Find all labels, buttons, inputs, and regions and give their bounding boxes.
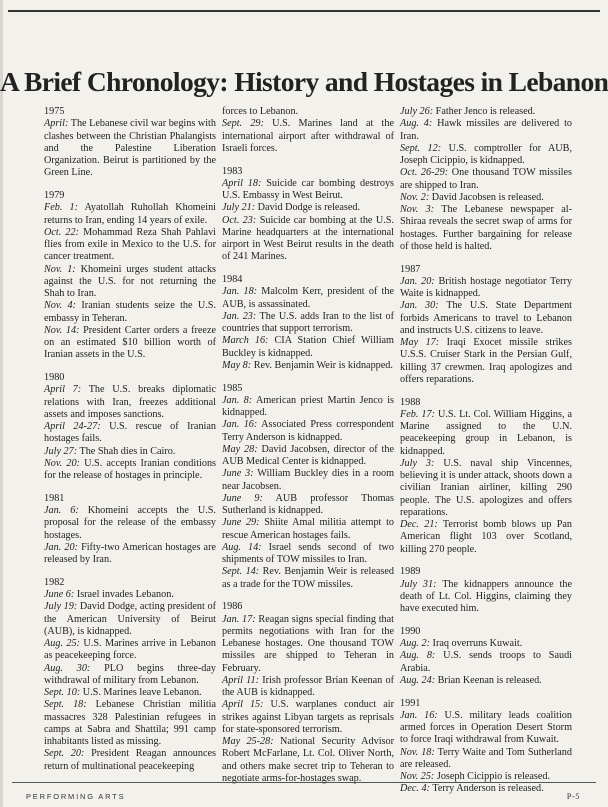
- entry-date: April 18:: [222, 177, 262, 189]
- chronology-entry: [44, 699, 216, 748]
- chronology-entry: [222, 517, 394, 542]
- entry-date: May 28:: [222, 443, 258, 455]
- chronology-entry: [400, 167, 572, 192]
- year-heading: 1983: [222, 165, 243, 177]
- chronology-entry: [44, 687, 216, 699]
- chronology-entry: [44, 748, 216, 773]
- entry-text: U.S. sends troops to Saudi Arabia.: [400, 650, 572, 674]
- entry-text: President Carter orders a freeze on an estimated $10 billion worth of Iranian assets in the U.S.: [44, 324, 216, 361]
- entry-text: Joseph Cicippio is released.: [434, 771, 551, 782]
- entry-date: Oct. 23:: [222, 214, 257, 226]
- chronology-entry: [44, 421, 216, 446]
- chronology-entry: [400, 409, 572, 458]
- entry-date: Aug. 2:: [400, 638, 430, 649]
- chronology-entry: [222, 118, 394, 155]
- chronology-entry: [44, 227, 216, 264]
- entry-text: Fifty-two American hostages are released by Iran.: [44, 541, 216, 565]
- entry-text: Iranian students seize the U.S. embassy in Teheran.: [44, 300, 216, 324]
- chronology-entry: [400, 300, 572, 337]
- entry-text: U.S. military leads coalition armed forces in Operation Desert Storm to force Iraqi withdrawal from Kuwait.: [400, 709, 572, 746]
- entry-text: President Reagan announces return of multinational peacekeeping: [44, 748, 216, 772]
- top-rule: [8, 10, 600, 12]
- entry-date: Nov. 20:: [44, 457, 80, 469]
- chronology-entry: [400, 143, 572, 168]
- chronology-entry: [222, 468, 394, 493]
- entry-date: Nov. 3:: [400, 204, 435, 215]
- chronology-entry: [400, 579, 572, 616]
- entry-text: Lebanese Christian militia massacres 328 Palestinian refugees in camps at Sabra and Shattila; 991 camp inhabitants listed as missing.: [44, 699, 216, 747]
- entry-date: Nov. 4:: [44, 300, 77, 312]
- chronology-entry: [222, 395, 394, 420]
- entry-date: Oct. 26-29:: [400, 167, 449, 179]
- chronology-entry: [222, 202, 394, 214]
- entry-date: Jan. 18:: [222, 286, 258, 298]
- chronology-entry: [222, 106, 394, 118]
- entry-text: British hostage negotiator Terry Waite is kidnapped.: [400, 275, 573, 299]
- entry-date: April 7:: [44, 384, 82, 396]
- entry-text: The U.S. breaks diplomatic relations with Iran, freezes additional assets and imposes sanctions.: [44, 384, 216, 420]
- entry-text: Iraqi Exocet missile strikes U.S.S. Cruiser Stark in the Persian Gulf, killing 37 crewmen. Iraq apologizes and offers reparations.: [400, 337, 572, 385]
- entry-text: U.S. warplanes conduct air strikes against Libyan targets as reprisals for state-sponsored terrorism.: [222, 699, 394, 735]
- entry-date: Nov. 18:: [400, 746, 435, 758]
- entry-date: Jan. 30:: [400, 300, 439, 312]
- entry-date: Aug. 24:: [400, 674, 436, 686]
- entry-date: Sept. 14:: [222, 566, 260, 578]
- entry-text: Suicide car bombing destroys U.S. Embassy in West Beirut.: [222, 177, 394, 201]
- entry-text: Terrorist bomb blows up Pan American flight 103 over Scotland, killing 270 people.: [400, 519, 572, 555]
- chronology-entry: [400, 675, 572, 687]
- entry-text: Rev. Benjamin Weir is kidnapped.: [251, 359, 393, 371]
- chronology-entry: [44, 589, 216, 601]
- entry-date: April 11:: [222, 674, 259, 686]
- entry-date: Jan. 16:: [400, 709, 438, 721]
- entry-date: Nov. 2:: [400, 191, 430, 203]
- chronology-entry: [400, 204, 572, 253]
- entry-text: U.S. naval ship Vincennes, believing it is under attack, shoots down a civilian Iranian airliner, killing 290 people. The U.S. apologizes and offers reparations.: [400, 457, 572, 518]
- entry-text: PLO begins three-day withdrawal of military from Lebanon.: [44, 662, 216, 686]
- entry-date: April 24-27:: [44, 421, 101, 432]
- year-heading: 1981: [44, 492, 65, 504]
- entry-text: Brian Keenan is released.: [435, 674, 542, 686]
- chronology-entry: [222, 736, 394, 785]
- year-heading: 1984: [222, 274, 243, 285]
- entry-text: Hawk missiles are delivered to Iran.: [400, 118, 573, 142]
- year-heading: 1982: [44, 576, 65, 588]
- chronology-entry: [222, 444, 394, 469]
- chronology-entry: [222, 493, 394, 518]
- year-heading: 1979: [44, 190, 65, 201]
- chronology-entry: [222, 335, 394, 360]
- chronology-entry: [400, 106, 572, 118]
- chronology-entry: [400, 519, 572, 556]
- entry-text: David Jacobsen is released.: [429, 191, 544, 203]
- entry-date: Sept. 12:: [400, 142, 442, 154]
- chronology-entry: [44, 663, 216, 688]
- page-footer: [12, 782, 596, 801]
- year-heading: 1975: [44, 106, 65, 117]
- entry-text: Khomeini urges student attacks against the U.S. for not returning the Shah to Iran.: [44, 263, 217, 299]
- year-heading: 1990: [400, 625, 421, 637]
- entry-text: U.S. rescue of Iranian hostages fails.: [44, 421, 216, 445]
- entry-text: Israel invades Lebanon.: [74, 589, 174, 600]
- chronology-entry: [44, 446, 216, 458]
- chronology-entry: [400, 192, 572, 204]
- entry-date: Nov. 25:: [400, 771, 435, 782]
- entry-date: July 19:: [44, 601, 78, 613]
- entry-text: The Lebanese civil war begins with clashes between the Christian Phalangists and the Palestine Liberation Organization. Beirut is partitioned by the Green Line.: [44, 118, 216, 179]
- entry-text: Associated Press correspondent Terry Anderson is kidnapped.: [222, 419, 394, 443]
- entry-date: Jan. 8:: [222, 394, 253, 406]
- entry-text: Khomeini accepts the U.S. proposal for the release of the embassy hostages.: [44, 505, 216, 541]
- chronology-entry: [222, 699, 394, 736]
- entry-text: Terry Waite and Tom Sutherland are released.: [400, 746, 572, 770]
- entry-text: Iraq overruns Kuwait.: [430, 638, 523, 649]
- entry-date: April:: [44, 118, 69, 130]
- entry-text: U.S. Lt. Col. William Higgins, a Marine assigned to the U.N. peacekeeping group in Lebanon, is kidnapped.: [400, 408, 573, 457]
- entry-date: June 3:: [222, 468, 254, 480]
- entry-date: July 26:: [400, 106, 434, 117]
- chronology-entry: [400, 458, 572, 519]
- entry-text: Malcolm Kerr, president of the AUB, is assassinated.: [222, 286, 395, 310]
- entry-text: The Shah dies in Cairo.: [77, 445, 176, 457]
- entry-text: CIA Station Chief William Buckley is kidnapped.: [222, 335, 394, 359]
- entry-text: National Security Advisor Robert McFarlane, Lt. Col. Oliver North, and others make secret trip to Teheran to negotiate arms-for-hostages swap.: [222, 736, 394, 784]
- chronology-entry: [222, 566, 394, 591]
- year-heading: 1980: [44, 372, 65, 383]
- entry-date: Jan. 16:: [222, 419, 258, 431]
- chronology-entry: [222, 419, 394, 444]
- entry-date: Jan. 23:: [222, 310, 257, 322]
- entry-text: Reagan signs special finding that permits negotiations with Iran for the Lebanese hostages. One thousand TOW missiles are shipped to Teheran in February.: [222, 613, 395, 674]
- chronology-entry: [400, 337, 572, 386]
- entry-text: Mohammad Reza Shah Pahlavi flies from exile in Mexico to the U.S. for cancer treatment.: [44, 226, 216, 263]
- year-heading: 1986: [222, 601, 243, 613]
- chronology-entry: [44, 505, 216, 542]
- chronology-entry: [400, 747, 572, 772]
- footer-section-label: PERFORMING ARTS: [26, 792, 126, 801]
- entry-date: Jan. 6:: [44, 505, 79, 516]
- page-number: P-5: [566, 791, 580, 801]
- entry-date: May 8:: [222, 359, 252, 371]
- entry-date: July 3:: [400, 457, 435, 469]
- chronology-entry: [400, 710, 572, 747]
- page-edge-shadow: [0, 0, 3, 807]
- entry-text: AUB professor Thomas Sutherland is kidnapped.: [222, 492, 395, 516]
- chronology-entry: [44, 300, 216, 325]
- entry-date: Dec. 21:: [400, 519, 438, 530]
- entry-date: June 29:: [222, 517, 260, 529]
- entry-date: Jan. 20:: [44, 541, 78, 553]
- column-3: [400, 106, 572, 796]
- entry-text: David Dodge, acting president of the American University of Beirut (AUB), is kidnapped.: [44, 601, 216, 637]
- entry-date: March 16:: [222, 335, 269, 347]
- chronology-entry: [222, 614, 394, 675]
- entry-text: forces to Lebanon.: [222, 106, 299, 117]
- entry-text: Rev. Benjamin Weir is released as a trade for the TOW missiles.: [222, 566, 394, 590]
- chronology-entry: [222, 675, 394, 700]
- entry-date: Aug. 30:: [44, 662, 91, 674]
- entry-text: U.S. comptroller for AUB, Joseph Cicippio, is kidnapped.: [400, 142, 573, 166]
- entry-text: Irish professor Brian Keenan of the AUB is kidnapped.: [222, 674, 394, 698]
- chronology-entry: [400, 650, 572, 675]
- entry-date: June 9:: [222, 492, 263, 504]
- chronology-entry: [400, 276, 572, 301]
- entry-text: Suicide car bombing at the U.S. Marine headquarters at the international airport in West Beirut results in the death of 241 Marines.: [222, 214, 394, 263]
- entry-date: Aug. 25:: [44, 638, 80, 649]
- entry-date: July 27:: [44, 445, 78, 457]
- entry-text: The U.S. adds Iran to the list of countries that support terrorism.: [222, 310, 394, 334]
- entry-text: The kidnappers announce the death of Lt. Col. Higgins, claiming they have executed him.: [400, 578, 572, 614]
- entry-text: William Buckley dies in a room near Jacobsen.: [222, 468, 395, 492]
- entry-text: One thousand TOW missiles are shipped to Iran.: [400, 167, 573, 191]
- page-title: A Brief Chronology: History and Hostages in Lebanon: [0, 66, 608, 97]
- chronology-entry: [400, 118, 572, 143]
- chronology-entry: [44, 601, 216, 638]
- entry-date: May 25-28:: [222, 736, 274, 747]
- chronology-entry: [44, 118, 216, 179]
- chronology-entry: [44, 264, 216, 301]
- entry-date: July 21:: [222, 202, 256, 214]
- chronology-entry: [44, 638, 216, 663]
- entry-date: Dec. 4:: [400, 783, 430, 795]
- entry-text: The U.S. State Department forbids Americans to travel to Lebanon and instructs U.S. citizens to leave.: [400, 300, 572, 336]
- column-1: [44, 106, 216, 773]
- entry-date: June 6:: [44, 589, 75, 600]
- entry-text: Shiite Amal militia attempt to rescue American hostages fails.: [222, 517, 395, 541]
- year-heading: 1989: [400, 566, 421, 578]
- entry-text: Father Jenco is released.: [433, 106, 536, 117]
- entry-date: Feb. 1:: [44, 202, 78, 214]
- entry-date: Jan. 17:: [222, 613, 256, 625]
- entry-date: Nov. 1:: [44, 263, 76, 275]
- entry-date: Feb. 17:: [400, 408, 435, 420]
- chronology-entry: [400, 638, 572, 650]
- chronology-entry: [44, 542, 216, 567]
- entry-date: Aug. 4:: [400, 118, 433, 130]
- chronology-entry: [44, 458, 216, 483]
- chronology-entry: [44, 202, 216, 227]
- chronology-entry: [222, 215, 394, 264]
- chronology-entry: [222, 360, 394, 372]
- year-heading: 1988: [400, 396, 421, 408]
- entry-date: Sept. 18:: [44, 699, 87, 711]
- entry-date: Aug. 14:: [222, 541, 262, 553]
- entry-date: Nov. 14:: [44, 324, 80, 336]
- entry-text: David Dodge is released.: [255, 202, 361, 214]
- chronology-entry: [44, 384, 216, 421]
- year-heading: 1985: [222, 382, 243, 394]
- chronology-entry: [222, 286, 394, 311]
- year-heading: 1991: [400, 697, 421, 709]
- entry-date: Jan. 20:: [400, 275, 435, 287]
- entry-text: David Jacobsen, director of the AUB Medical Center is kidnapped.: [222, 443, 395, 467]
- year-heading: 1987: [400, 263, 421, 275]
- entry-date: Oct. 22:: [44, 226, 79, 238]
- entry-date: Sept. 20:: [44, 748, 85, 760]
- entry-date: May 17:: [400, 337, 440, 348]
- entry-text: U.S. Marines land at the international airport after withdrawal of Israeli forces.: [222, 118, 394, 154]
- entry-text: American priest Martin Jenco is kidnapped.: [222, 394, 395, 418]
- column-2: [222, 106, 394, 785]
- entry-date: Sept. 29:: [222, 118, 264, 130]
- entry-date: April 15:: [222, 699, 264, 711]
- chronology-entry: [222, 542, 394, 567]
- entry-text: U.S. Marines leave Lebanon.: [80, 687, 202, 698]
- chronology-entry: [44, 325, 216, 362]
- entry-text: Ayatollah Ruhollah Khomeini returns to Iran, ending 14 years of exile.: [44, 202, 216, 226]
- entry-date: Aug. 8:: [400, 650, 436, 662]
- entry-text: The Lebanese newspaper al-Shiraa reveals the secret swap of arms for hostages. Further bargaining for release of those held is halted.: [400, 204, 573, 252]
- entry-text: Israel sends second of two shipments of TOW missiles to Iran.: [222, 541, 394, 565]
- chronology-entry: [222, 311, 394, 336]
- entry-date: July 31:: [400, 578, 437, 590]
- entry-date: Sept. 10:: [44, 687, 81, 698]
- entry-text: U.S. Marines arrive in Lebanon as peacekeeping force.: [44, 638, 216, 662]
- chronology-entry: [222, 178, 394, 203]
- entry-text: U.S. accepts Iranian conditions for the release of hostages in principle.: [44, 457, 217, 481]
- entry-text: Terry Anderson is released.: [429, 783, 544, 795]
